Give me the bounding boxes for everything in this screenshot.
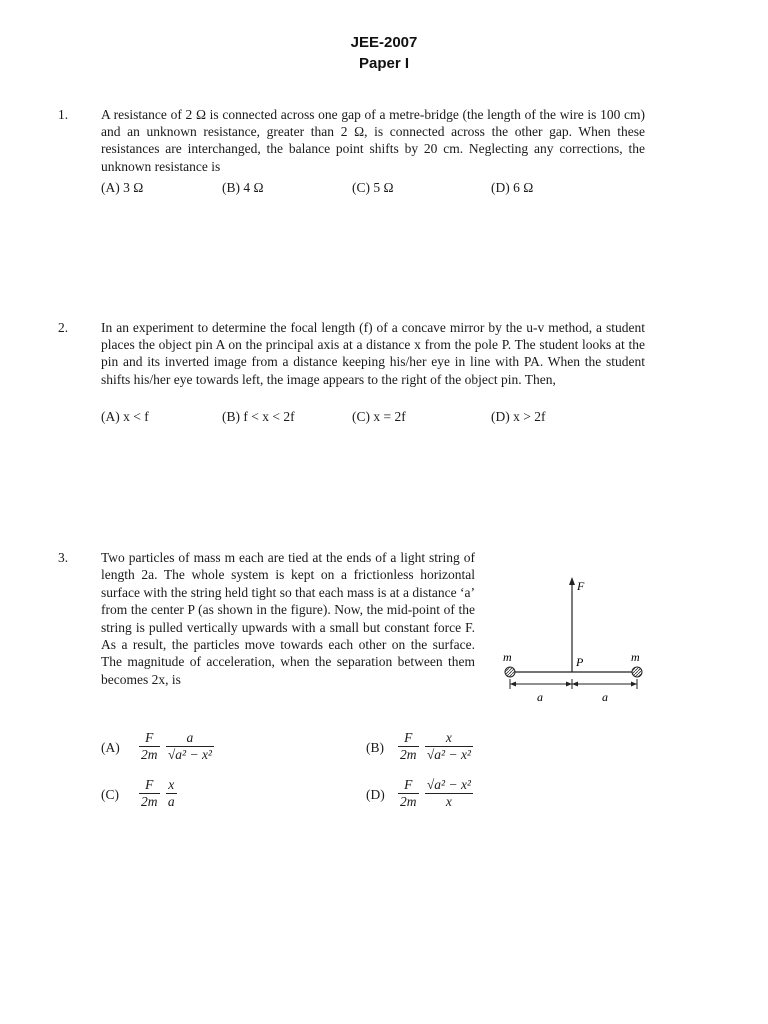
force-label: F [577, 579, 585, 593]
denominator: 2m [141, 747, 158, 762]
mass-right [632, 667, 642, 677]
option-b: (B) 4 Ω [222, 180, 264, 195]
option-label: (A) [101, 740, 120, 755]
option-d: (D) x > 2f [491, 409, 546, 424]
numerator: F [404, 777, 413, 792]
option-a: (A) 3 Ω [101, 180, 144, 195]
formula-b [398, 730, 473, 763]
numerator: a [186, 730, 194, 745]
option-a: (A) x < f [101, 409, 149, 424]
option-a [101, 740, 120, 756]
formula-a [139, 730, 214, 763]
option-c: (C) 5 Ω [352, 180, 394, 195]
option-label: (C) [101, 787, 119, 802]
numerator: √a² − x² [426, 777, 471, 792]
denominator: 2m [141, 794, 158, 809]
mass-left [505, 667, 515, 677]
document-title: JEE-2007 [350, 34, 418, 51]
option-c: (C) x = 2f [352, 409, 406, 424]
paper-label: Paper I [358, 55, 410, 72]
dist-left-label: a [537, 690, 543, 704]
numerator: x [445, 730, 452, 745]
mass-left-label: m [503, 650, 512, 664]
option-d: (D) 6 Ω [491, 180, 534, 195]
option-label: (B) [366, 740, 384, 755]
numerator: x [168, 777, 175, 792]
denominator: 2m [400, 747, 417, 762]
option-label: (D) [366, 787, 385, 802]
center-label: P [576, 655, 584, 669]
option-d [366, 787, 385, 803]
numerator: F [145, 730, 154, 745]
question-number: 2. [58, 320, 69, 335]
option-b [366, 740, 384, 756]
formula-c [139, 777, 177, 810]
denominator: x [425, 793, 473, 810]
mass-right-label: m [631, 650, 640, 664]
question-text: In an experiment to determine the focal length (f) of a concave mirror by the u-v method, a student places the object pin A on the principal axis at a distance x from the pole P. The student looks at the pin and its inverted image from a distance keeping his/her eye in line with PA. When the student shifts his/her eye towards left, the image appears to the right of the object pin. Then, [101, 320, 645, 387]
dist-right-label: a [602, 690, 608, 704]
question-number: 3. [58, 550, 69, 565]
denominator: 2m [400, 794, 417, 809]
denominator: √a² − x² [167, 747, 212, 762]
denominator: √a² − x² [426, 747, 471, 762]
question-text: Two particles of mass m each are tied at the ends of a light string of length 2a. The whole system is kept on a frictionless horizontal surface with the string held tight so that each mass is at a distance ‘a’ from the center P (as shown in the figure). Now, the mid-point of the string is pulled vertically upwards with a small but constant force F. As a result, the particles move towards each other on the surface. The magnitude of acceleration, when the separation between them becomes 2x, is [101, 550, 475, 687]
string-mass-figure [500, 575, 650, 705]
numerator: F [404, 730, 413, 745]
question-text: A resistance of 2 Ω is connected across one gap of a metre-bridge (the length of the wire is 100 cm) and an unknown resistance, greater than 2 Ω, is connected across the other gap. When these resistances are interchanged, the balance point shifts by 20 cm. Neglecting any corrections, the unknown resistance is [101, 107, 645, 174]
force-arrowhead [569, 577, 575, 585]
denominator: a [167, 794, 175, 809]
question-number: 1. [58, 107, 69, 122]
formula-d [398, 777, 473, 810]
option-c [101, 787, 119, 803]
numerator: F [145, 777, 154, 792]
option-b: (B) f < x < 2f [222, 409, 295, 424]
